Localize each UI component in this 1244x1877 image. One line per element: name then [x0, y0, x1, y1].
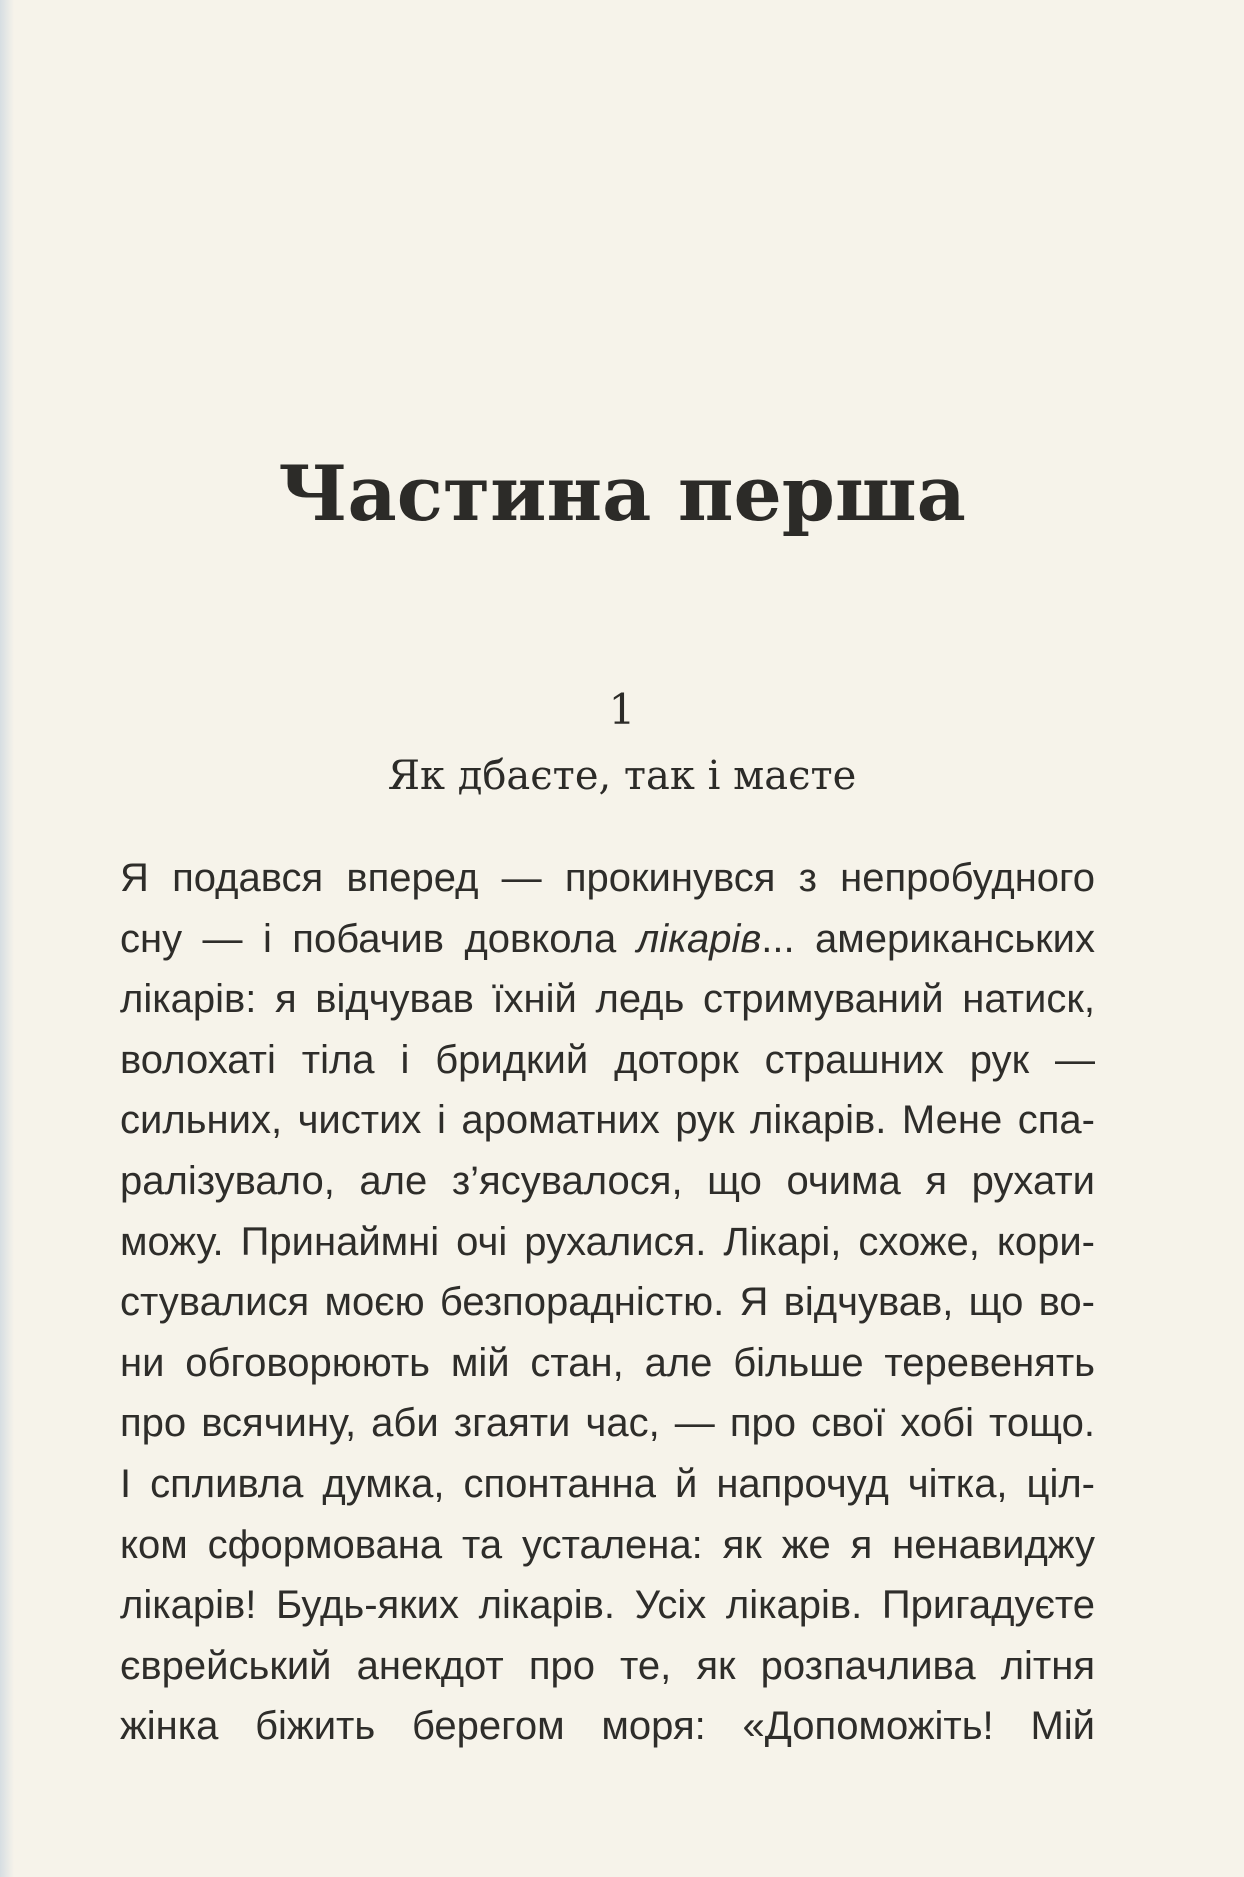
text-line-10: про всячину, аби згаяти час, — про свої хобі тощо. [120, 1401, 1095, 1446]
text-line-9: ни обговорюють мій стан, але більше теревенять [120, 1340, 1095, 1385]
section-title: Як дбаєте, так і маєте [387, 753, 857, 799]
text-line-6: ралізувало, але з’ясувалося, що очима я рухати [120, 1158, 1095, 1203]
text-line-2-end: ... американських [761, 916, 1095, 961]
chapter-title: Частина перша [278, 449, 966, 538]
text-line-15: жінка біжить берегом моря: «Допоможіть! Мій [120, 1704, 1095, 1749]
text-line-2-start: сну — і побачив довкола [120, 916, 637, 961]
text-line-3: лікарів: я відчував їхній ледь стримуваний натиск, [120, 977, 1095, 1022]
page-edge-shadow [0, 0, 14, 1877]
text-line-5: сильних, чистих і ароматних рук лікарів. Мене спа- [120, 1098, 1095, 1143]
text-line-8: стувалися моєю безпорадністю. Я відчував, що во- [120, 1280, 1095, 1325]
text-line-11: І спливла думка, спонтанна й напрочуд чітка, ціл- [120, 1461, 1095, 1506]
body-paragraph [120, 848, 1095, 1757]
italic-word-doctors: лікарів [636, 916, 762, 961]
text-line-7: можу. Принаймні очі рухалися. Лікарі, схоже, кори- [120, 1219, 1095, 1264]
text-line-12: ком сформована та усталена: як же я ненавиджу [120, 1522, 1095, 1567]
section-number: 1 [608, 685, 636, 734]
text-line-14: єврейський анекдот про те, як розпачлива літня [120, 1643, 1095, 1688]
text-line-1: Я подався вперед — прокинувся з непробудного [120, 856, 1095, 900]
text-line-4: волохаті тіла і бридкий доторк страшних рук — [120, 1037, 1095, 1082]
text-line-2 [120, 909, 1095, 970]
text-line-13: лікарів! Будь-яких лікарів. Усіх лікарів. Пригадуєте [120, 1583, 1095, 1628]
